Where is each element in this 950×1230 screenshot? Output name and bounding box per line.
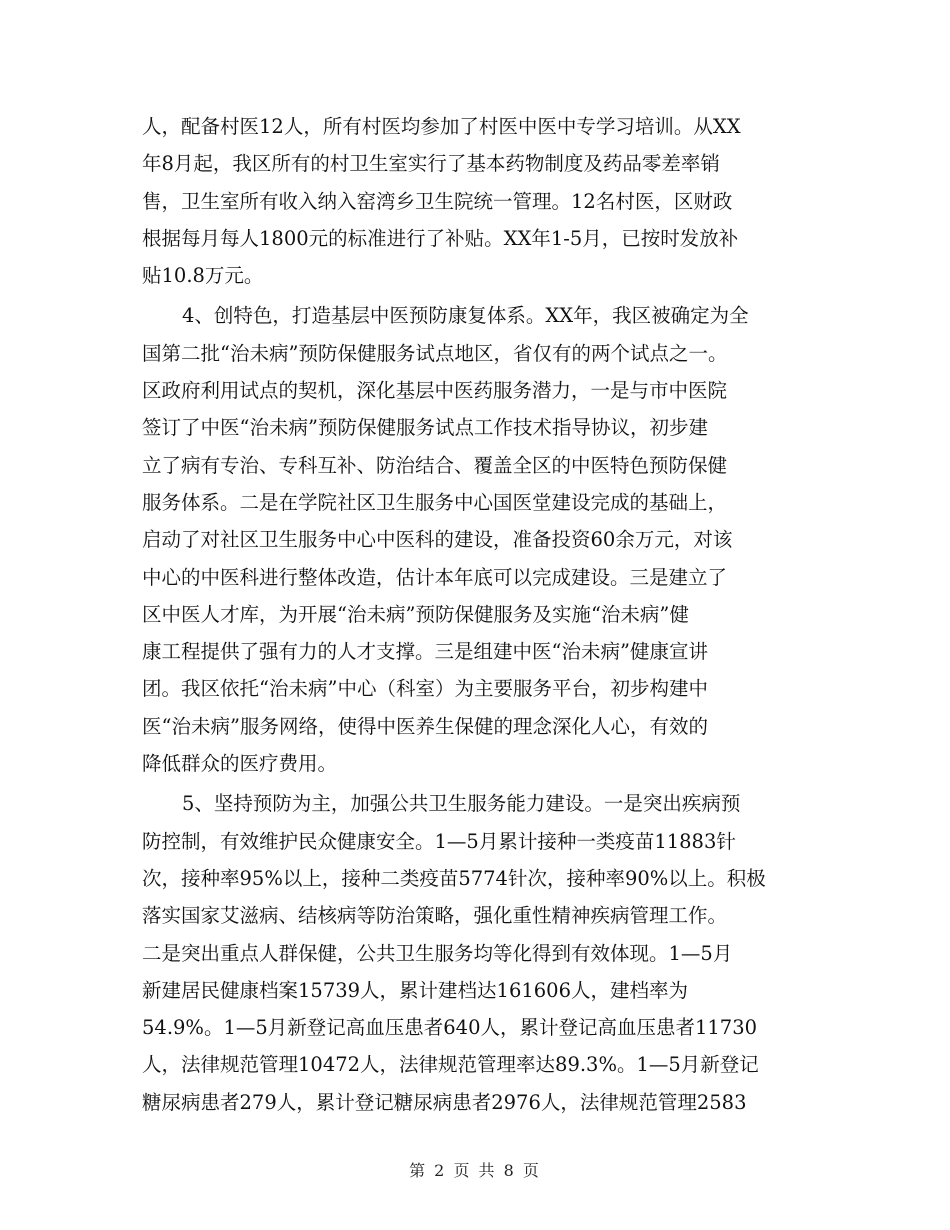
text-line: 年8月起，我区所有的村卫生室实行了基本药物制度及药品零差率销 [142, 152, 720, 176]
paragraph-2 [142, 297, 814, 782]
text-line: 人，配备村医12人，所有村医均参加了村医中医中专学习培训。从XX [142, 115, 741, 138]
text-line: 降低群众的医疗费用。 [142, 752, 338, 776]
text-line: 服务体系。二是在学院社区卫生服务中心国医堂建设完成的基础上， [142, 490, 728, 514]
text-line: 54.9%。1—5月新登记高血压患者640人，累计登记高血压患者11730 [142, 1016, 758, 1040]
text-line: 康工程提供了强有力的人才支撑。三是组建中医“治未病”健康宣讲 [142, 640, 708, 664]
text-line: 签订了中医“治未病”预防保健服务试点工作技术指导协议，初步建 [142, 416, 708, 440]
text-line: 区中医人才库，为开展“治未病”预防保健服务及实施“治未病”健 [142, 602, 689, 626]
text-line: 5、坚持预防为主，加强公共卫生服务能力建设。一是突出疾病预 [182, 792, 741, 816]
text-line: 医“治未病”服务网络，使得中医养生保健的理念深化人心，有效的 [142, 714, 708, 738]
text-line: 防控制，有效维护民众健康安全。1—5月累计接种一类疫苗11883针 [142, 829, 736, 853]
page-number-footer: 第 2 页 共 8 页 [409, 1161, 541, 1180]
paragraph-1 [142, 108, 814, 294]
text-line: 根据每月每人1800元的标准进行了补贴。XX年1-5月，已按时发放补 [142, 226, 739, 250]
text-line: 中心的中医科进行整体改造，估计本年底可以完成建设。三是建立了 [142, 565, 728, 589]
text-line: 区政府利用试点的契机，深化基层中医药服务潜力，一是与市中医院 [142, 379, 728, 403]
text-line: 落实国家艾滋病、结核病等防治策略，强化重性精神疾病管理工作。 [142, 904, 728, 928]
text-line: 人，法律规范管理10472人，法律规范管理率达89.3%。1—5月新登记 [142, 1053, 759, 1077]
text-line: 贴10.8万元。 [142, 264, 264, 288]
text-line: 启动了对社区卫生服务中心中医科的建设，准备投资60余万元，对该 [142, 528, 733, 552]
text-line: 次，接种率95%以上，接种二类疫苗5774针次，接种率90%以上。积极 [142, 866, 766, 890]
text-line: 糖尿病患者279人，累计登记糖尿病患者2976人，法律规范管理2583 [142, 1090, 747, 1114]
text-line: 团。我区依托“治未病”中心（科室）为主要服务平台，初步构建中 [142, 677, 708, 701]
text-line: 国第二批“治未病”预防保健服务试点地区，省仅有的两个试点之一。 [142, 341, 728, 365]
text-line: 售，卫生室所有收入纳入窑湾乡卫生院统一管理。12名村医，区财政 [142, 189, 733, 213]
text-line: 二是突出重点人群保健，公共卫生服务均等化得到有效体现。1—5月 [142, 941, 733, 965]
text-line: 新建居民健康档案15739人，累计建档达161606人，建档率为 [142, 978, 688, 1002]
text-line: 立了病有专治、专科互补、防治结合、覆盖全区的中医特色预防保健 [142, 453, 728, 477]
document-body [142, 108, 814, 1121]
text-line: 4、创特色，打造基层中医预防康复体系。XX年，我区被确定为全 [182, 304, 749, 328]
paragraph-3 [142, 785, 814, 1121]
